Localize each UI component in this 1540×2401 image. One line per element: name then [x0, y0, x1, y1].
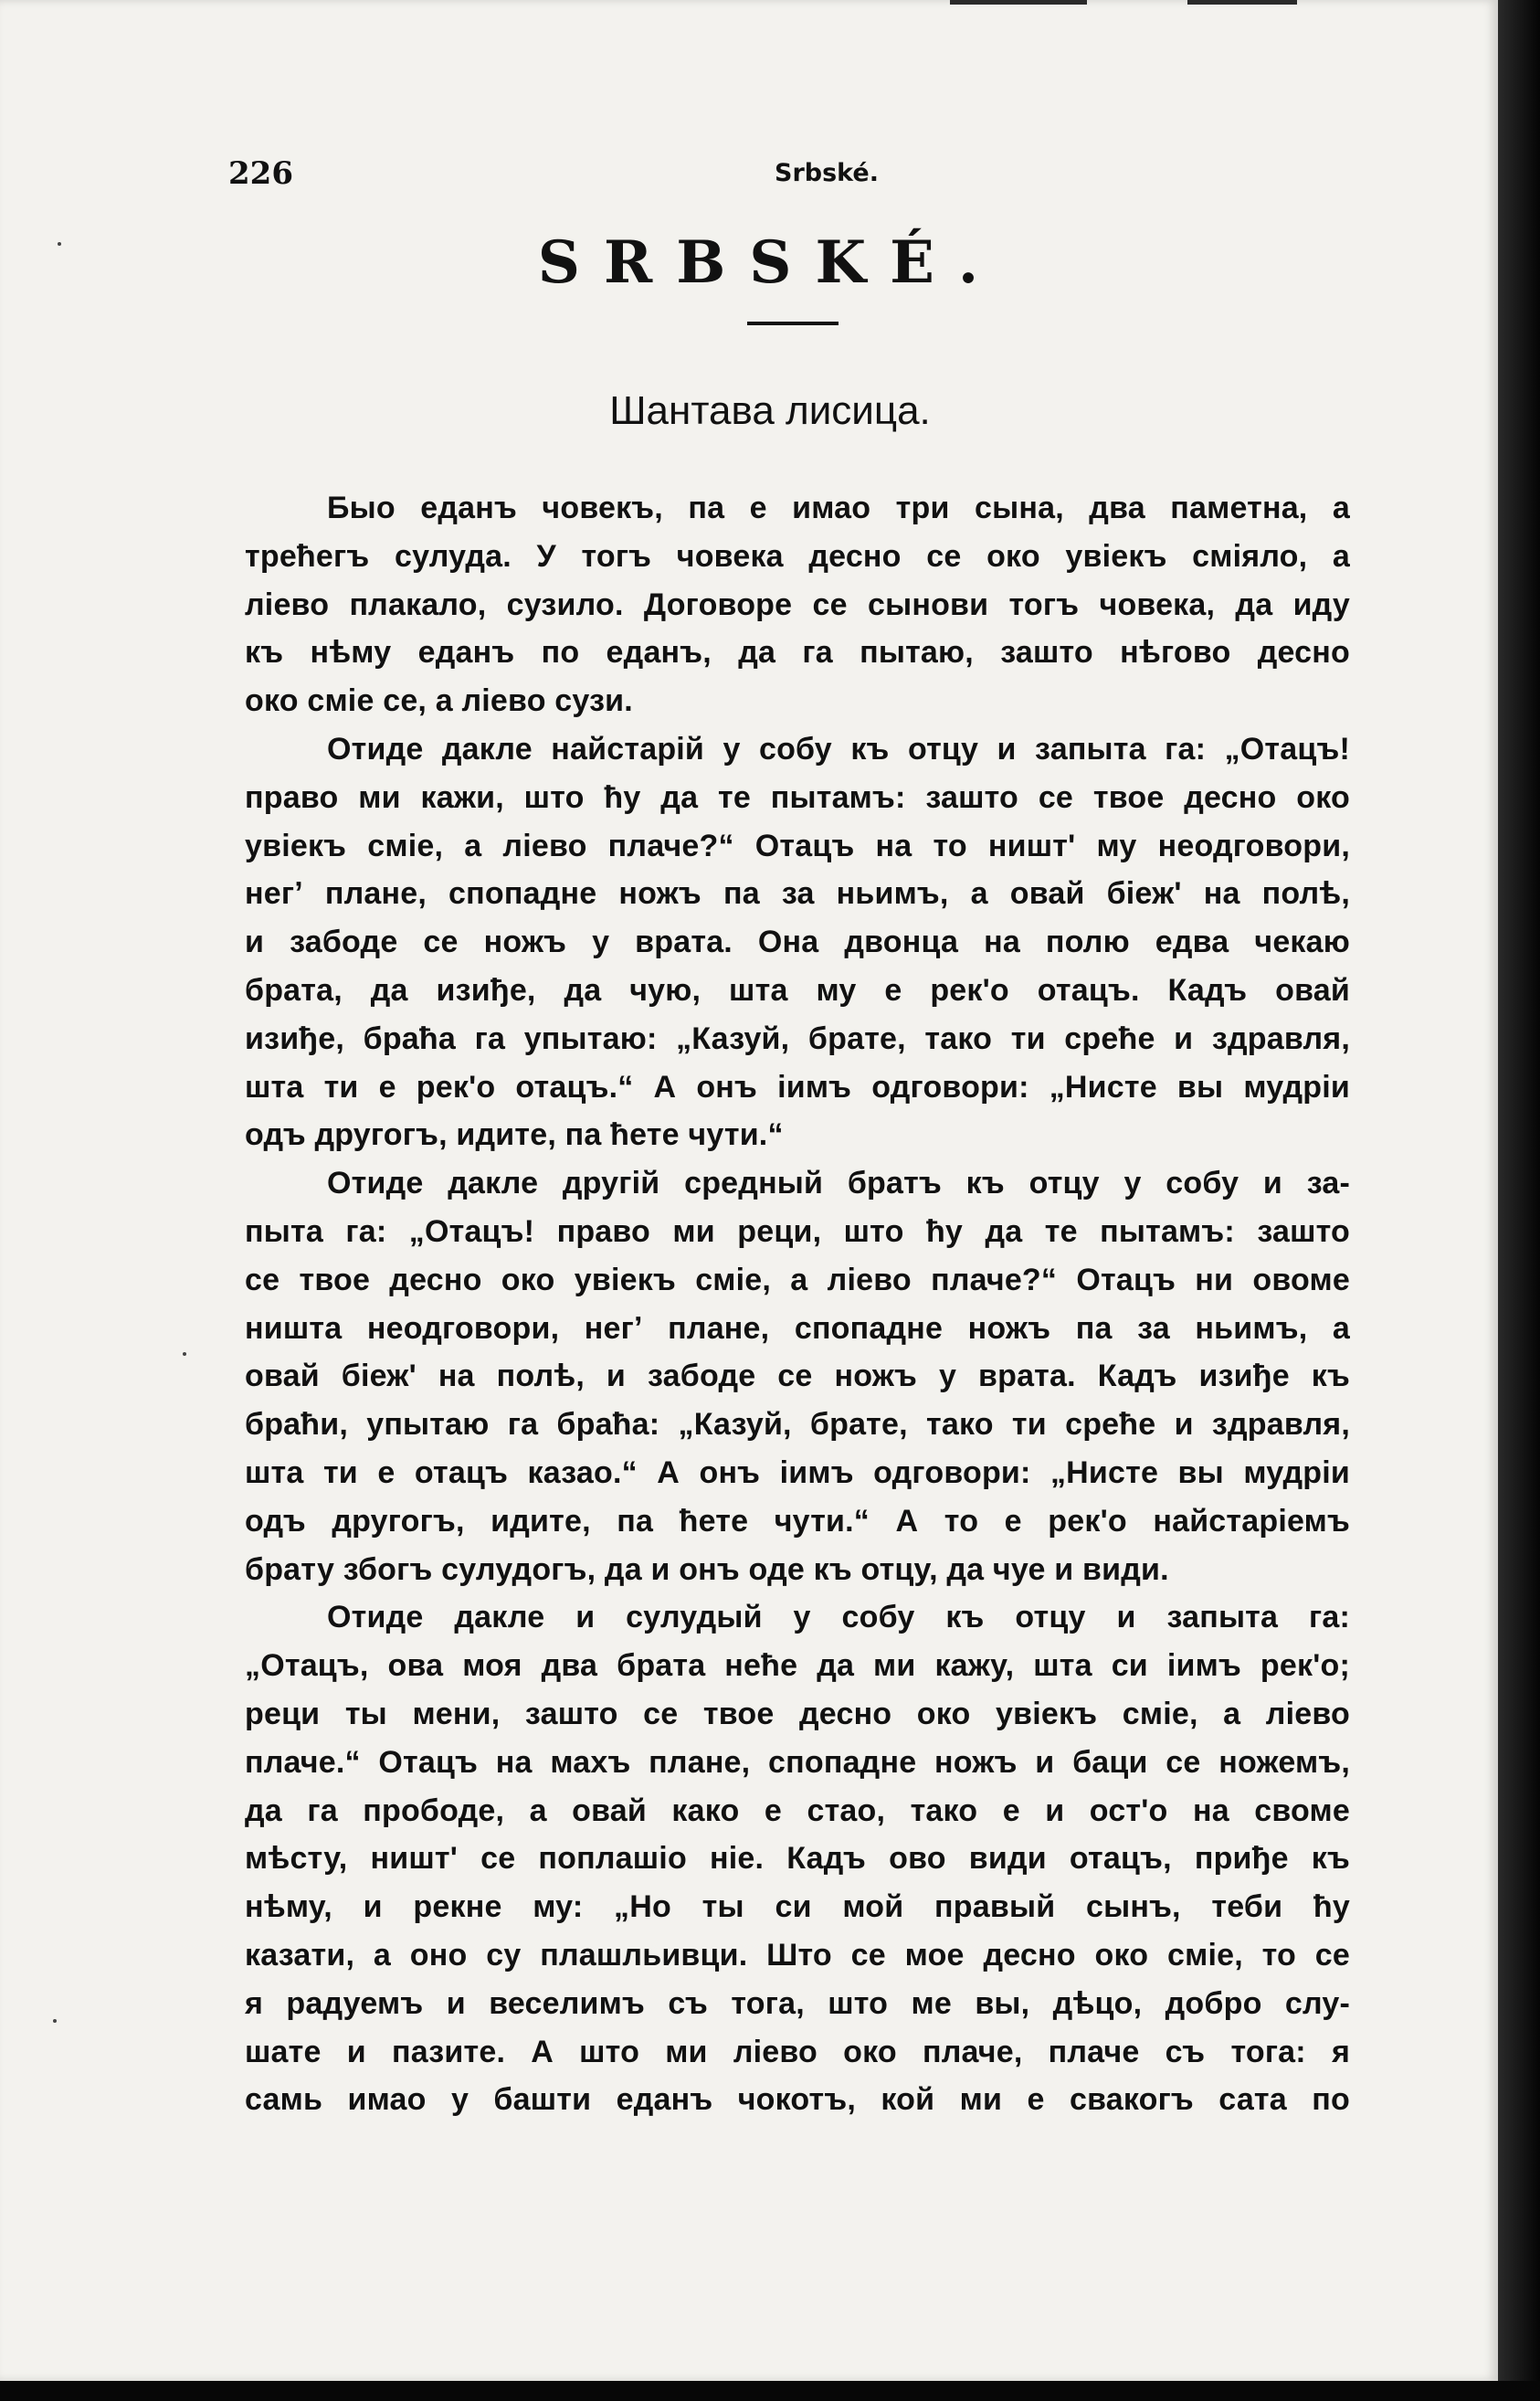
text-line: се твое десно око увіекъ сміе, а ліево плаче?“ Отацъ ни овоме [245, 1262, 1350, 1297]
text-line: увіекъ сміе, а ліево плаче?“ Отацъ на то ништ' му неодговори, [245, 828, 1350, 863]
scan-edge-bottom [0, 2381, 1540, 2401]
scan-speck [183, 1352, 186, 1356]
scan-mark [1187, 0, 1297, 5]
text-line: пыта га: „Отацъ! право ми реци, што ћу да те пытамъ: зашто [245, 1213, 1350, 1249]
scan-speck [53, 2019, 57, 2023]
text-line: браћи, упытаю га браћа: „Казуй, брате, тако ти среће и здравля, [245, 1407, 1350, 1443]
body-text [245, 484, 1350, 2124]
text-line: казати, а оно су плашльивци. Што се мое десно око сміе, то се [245, 1937, 1350, 1973]
text-line: шта ти е отацъ казао.“ А онъ іимъ одговори: „Нисте вы мудріи [245, 1454, 1350, 1490]
running-head: Srbské. [775, 159, 879, 187]
story-title: Шантава лисица. [609, 388, 931, 433]
section-title: SRBSKÉ. [537, 228, 1003, 297]
text-line: Отиде дакле найстарій у собу къ отцу и запыта га: „Отацъ! [327, 731, 1350, 767]
text-line: брату збогъ сулудогъ, да и онъ оде къ отцу, да чуе и види. [245, 1551, 1169, 1587]
text-line: реци ты мени, зашто се твое десно око увіекъ сміе, а ліево [245, 1696, 1350, 1731]
text-line: да га прободе, а овай како е стао, тако е и ост'о на своме [245, 1793, 1350, 1828]
text-line: одъ другогъ, идите, па ћете чути.“ [245, 1117, 784, 1153]
text-line: трећегъ сулуда. У тогъ човека десно се око увіекъ сміяло, а [245, 538, 1350, 574]
text-line: овай біеж' на полѣ, и забоде се ножъ у врата. Кадъ изиђе къ [245, 1359, 1350, 1394]
text-line: мѣсту, ништ' се поплашіо ніе. Кадъ ово види отацъ, приђе къ [245, 1841, 1350, 1877]
text-line: ліево плакало, сузило. Договоре се сынови тогъ човека, да иду [245, 587, 1350, 622]
text-line: изиђе, браћа га упытаю: „Казуй, брате, тако ти среће и здравля, [245, 1021, 1350, 1056]
text-line: я радуемъ и веселимъ съ тога, што ме вы, дѣцо, добро слу- [245, 1985, 1350, 2021]
text-line: нѣму, и рекне му: „Но ты си мой правый сынъ, теби ћу [245, 1889, 1350, 1925]
text-line: шате и пазите. А што ми ліево око плаче, плаче съ тога: я [245, 2034, 1350, 2069]
text-line: „Отацъ, ова моя два брата неће да ми кажу, шта си іимъ рек'о; [245, 1648, 1350, 1684]
text-line: негʼ плане, спопадне ножъ па за ньимъ, а овай біеж' на полѣ, [245, 876, 1350, 912]
text-line: самь имао у башти еданъ чокотъ, кой ми е свакогъ сата по [245, 2082, 1350, 2118]
scan-mark [950, 0, 1087, 5]
text-line: брата, да изиђе, да чую, шта му е рек'о отацъ. Кадъ овай [245, 972, 1350, 1008]
text-line: око сміе се, а ліево сузи. [245, 683, 633, 719]
text-line: Отиде дакле и сулудый у собу къ отцу и запыта га: [327, 1600, 1350, 1635]
text-line: плаче.“ Отацъ на махъ плане, спопадне ножъ и баци се ножемъ, [245, 1744, 1350, 1780]
text-line: Отиде дакле другій средный братъ къ отцу у собу и за- [327, 1166, 1350, 1201]
text-line: и забоде се ножъ у врата. Она двонца на полю едва чекаю [245, 925, 1350, 960]
text-line: Быо еданъ човекъ, па е имао три сына, два паметна, а [327, 491, 1350, 525]
text-line: одъ другогъ, идите, па ћете чути.“ А то е рек'о найстаріемъ [245, 1503, 1350, 1539]
text-line: къ нѣму еданъ по еданъ, да га пытаю, зашто нѣгово десно [245, 635, 1350, 671]
page-header [228, 155, 1352, 201]
page-number: 226 [228, 155, 293, 192]
text-line: шта ти е рек'о отацъ.“ А онъ іимъ одговори: „Нисте вы мудріи [245, 1069, 1350, 1105]
scan-edge-right [1498, 0, 1540, 2401]
text-line: ништа неодговори, негʼ плане, спопадне ножъ па за ньимъ, а [245, 1310, 1350, 1346]
text-line: право ми кажи, што ћу да те пытамъ: зашто се твое десно око [245, 779, 1350, 815]
title-rule [747, 322, 839, 325]
